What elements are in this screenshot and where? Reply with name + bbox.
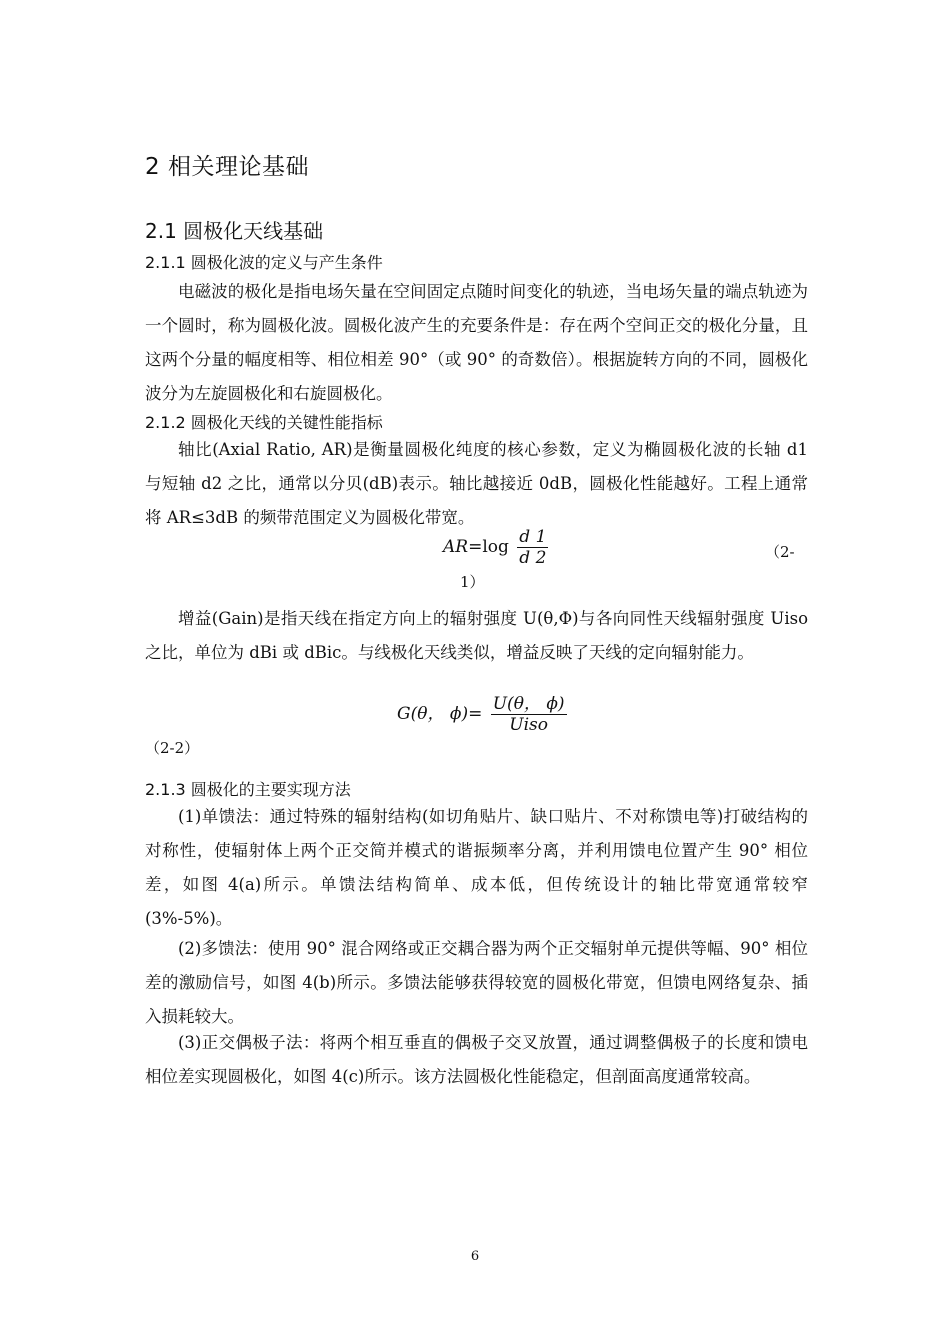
equation-label: （2-2） <box>145 739 200 757</box>
paragraph-text: (2)多馈法：使用 90° 混合网络或正交耦合器为两个正交辐射单元提供等幅、90° 相位差的激励信号，如图 4(b)所示。多馈法能够获得较宽的圆极化带宽，但馈电网络复杂、插入损耗较大。 <box>145 939 808 1026</box>
paragraph-text: 轴比(Axial Ratio, AR)是衡量圆极化纯度的核心参数，定义为椭圆极化波的长轴 d1 与短轴 d2 之比，通常以分贝(dB)表示。轴比越接近 0dB，圆极化性能越好。工程上通常将 AR≤3dB 的频带范围定义为圆极化带宽。 <box>145 440 808 527</box>
eq-fraction <box>517 527 548 568</box>
equation-label-part-a: （2- <box>765 543 795 561</box>
paragraph-single-feed <box>145 800 808 936</box>
eq-lhs: AR <box>443 537 469 557</box>
section-title: 2.1 圆极化天线基础 <box>145 219 324 243</box>
paragraph-axial-ratio <box>145 433 808 535</box>
paragraph-polarization-definition <box>145 275 808 411</box>
paragraph-text: 电磁波的极化是指电场矢量在空间固定点随时间变化的轨迹，当电场矢量的端点轨迹为一个圆时，称为圆极化波。圆极化波产生的充要条件是：存在两个空间正交的极化分量，且这两个分量的幅度相等、相位相差 90°（或 90° 的奇数倍）。根据旋转方向的不同，圆极化波分为左旋圆极化和右旋圆极化。 <box>145 282 808 403</box>
page-number: 6 <box>470 1249 480 1264</box>
equation-label-part-b: 1） <box>460 573 485 591</box>
paragraph-text: (1)单馈法：通过特殊的辐射结构(如切角贴片、缺口贴片、不对称馈电等)打破结构的对称性，使辐射体上两个正交简并模式的谐振频率分离，并利用馈电位置产生 90° 相位差，如图 4(a)所示。单馈法结构简单、成本低，但传统设计的轴比带宽通常较窄(3%-5%)。 <box>145 807 808 928</box>
subsection-title-2-1-3: 2.1.3 圆极化的主要实现方法 <box>145 780 351 799</box>
eq-fraction <box>491 694 567 735</box>
subsection-title-2-1-2: 2.1.2 圆极化天线的关键性能指标 <box>145 413 383 432</box>
equation-gain <box>397 694 567 735</box>
paragraph-multi-feed <box>145 932 808 1034</box>
paragraph-gain <box>145 602 808 670</box>
eq-denominator: d 2 <box>519 548 547 568</box>
subsection-title-2-1-1: 2.1.1 圆极化波的定义与产生条件 <box>145 253 383 272</box>
eq-denominator: Uiso <box>509 715 549 735</box>
paragraph-crossed-dipole <box>145 1026 808 1094</box>
eq-function: log <box>482 537 509 557</box>
eq-numerator: d 1 <box>519 527 547 547</box>
eq-lhs: G(θ， ϕ)= <box>397 704 483 724</box>
paragraph-text: 增益(Gain)是指天线在指定方向上的辐射强度 U(θ,Φ)与各向同性天线辐射强度 Uiso 之比，单位为 dBi 或 dBic。与线极化天线类似，增益反映了天线的定向辐射能力。 <box>145 609 808 662</box>
equation-axial-ratio <box>443 527 548 568</box>
eq-numerator: U(θ， ϕ) <box>492 694 565 714</box>
paragraph-text: (3)正交偶极子法：将两个相互垂直的偶极子交叉放置，通过调整偶极子的长度和馈电相位差实现圆极化，如图 4(c)所示。该方法圆极化性能稳定，但剖面高度通常较高。 <box>145 1033 808 1086</box>
chapter-title: 2 相关理论基础 <box>145 154 309 180</box>
eq-operator: = <box>468 537 483 557</box>
